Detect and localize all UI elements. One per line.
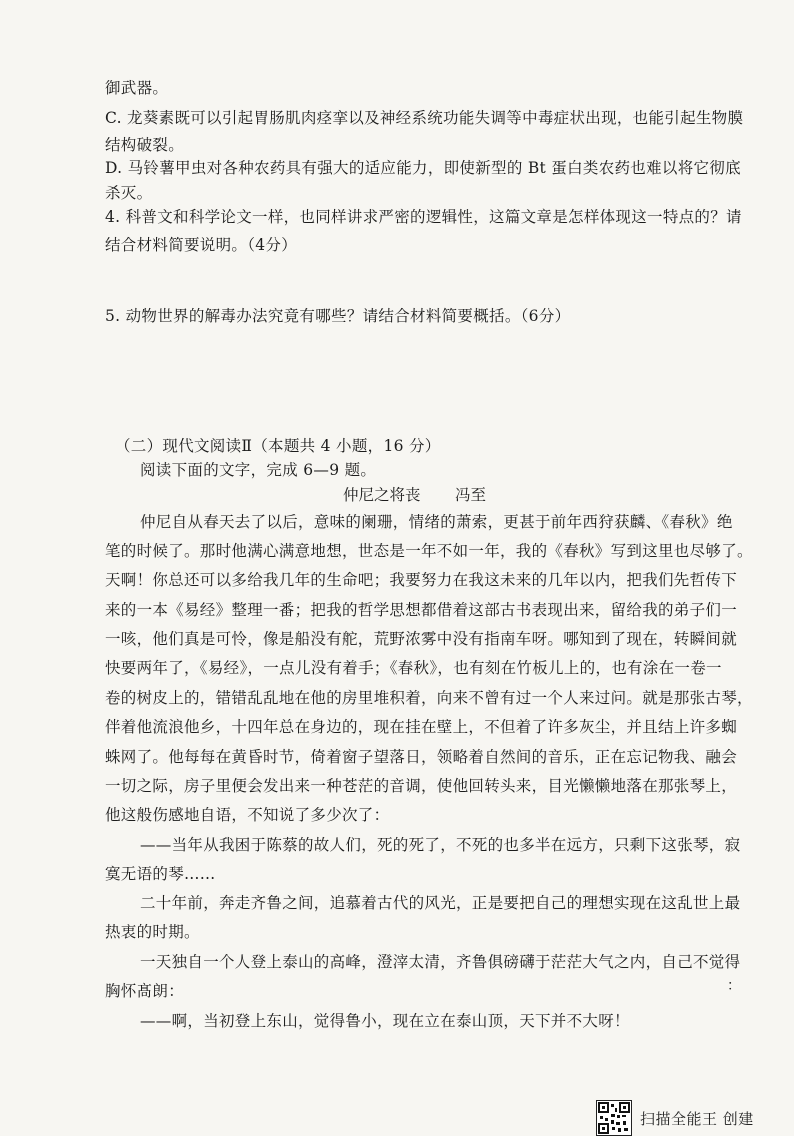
paragraph-line: 寞无语的琴…… — [105, 865, 216, 883]
paragraph-line: 伴着他流浪他乡，十四年总在身边的，现在挂在壁上，不但着了许多灰尘，并且结上许多蜘 — [105, 718, 738, 736]
text-line: 杀灭。 — [105, 184, 153, 202]
paragraph-line: ——啊，当初登上东山，觉得鲁小，现在立在泰山顶，天下并不大呀！ — [140, 1012, 630, 1030]
paragraph-line: 天啊！你总还可以多给我几年的生命吧；我要努力在我这未来的几年以内，把我们先哲传下 — [105, 571, 738, 589]
paragraph-line: 胸怀髙朗： — [105, 982, 185, 1000]
paragraph-line: 蛛网了。他每每在黄昏时节，倚着窗子望落日，领略着自然间的音乐，正在忘记物我、融会 — [105, 748, 738, 766]
article-title: 仲尼之将丧 — [343, 486, 421, 504]
qr-code-icon — [596, 1100, 632, 1136]
paragraph-line: 二十年前，奔走齐鲁之间，追慕着古代的风光，正是要把自己的理想实现在这乱世上最 — [140, 894, 741, 912]
paragraph-line: 热衷的时期。 — [105, 923, 200, 941]
paragraph-line: 一切之际，房子里便会发出来一种苍茫的音调，使他回转头来，目光懒懒地落在那张琴上， — [105, 777, 738, 795]
instructions: 阅读下面的文字，完成 6—9 题。 — [140, 461, 377, 479]
paragraph-line: 笔的时候了。那时他满心满意地想，世态是一年不如一年，我的《春秋》写到这里也尽够了。 — [105, 542, 753, 560]
section-heading: （二）现代文阅读Ⅱ（本题共 4 小题，16 分） — [115, 437, 441, 455]
text-line: 结合材料简要说明。（4分） — [105, 236, 298, 254]
scanner-watermark — [596, 1100, 754, 1136]
paragraph-line: 他这般伤感地自语，不知说了多少次了： — [105, 806, 390, 824]
paragraph-line: 一天独自一个人登上泰山的高峰，澄滓太清，齐鲁俱磅礴于茫茫大气之内，自己不觉得 — [140, 953, 741, 971]
paragraph-line: 仲尼自从春天去了以后，意味的阑珊，情绪的萧索，更甚于前年西狩获麟、《春秋》绝 — [140, 513, 733, 531]
option-c: C. 龙葵素既可以引起胃肠肌肉痉挛以及神经系统功能失调等中毒症状出现，也能引起生物膜 — [105, 109, 744, 127]
paragraph-line: ——当年从我困于陈蔡的故人们，死的死了，不死的也多半在远方，只剩下这张琴，寂 — [140, 836, 741, 854]
question-4: 4. 科普文和科学论文一样，也同样讲求严密的逻辑性，这篇文章是怎样体现这一特点的？请 — [105, 208, 742, 226]
stray-mark: ： — [727, 978, 741, 994]
paragraph-line: 来的一本《易经》整理一番；把我的哲学思想都借着这部古书表现出来，留给我的弟子们一 — [105, 601, 738, 619]
paragraph-line: 一咳，他们真是可怜，像是船没有舵，荒野浓雾中没有指南车呀。哪知到了现在，转瞬间就 — [105, 630, 738, 648]
paragraph-line: 卷的树皮上的，错错乱乱地在他的房里堆积着，向来不曾有过一个人来过问。就是那张古琴， — [105, 689, 753, 707]
paragraph-line: 快要两年了，《易经》，一点儿没有着手；《春秋》，也有刻在竹板儿上的，也有涂在一卷一 — [105, 659, 722, 677]
text-line: 结构破裂。 — [105, 136, 185, 154]
article-author: 冯至 — [455, 486, 487, 504]
text-line: 御武器。 — [105, 79, 169, 97]
option-d: D. 马铃薯甲虫对各种农药具有强大的适应能力，即使新型的 Bt 蛋白类农药也难以将它彻底 — [105, 159, 741, 177]
watermark-text: 扫描全能王 创建 — [640, 1109, 754, 1128]
question-5: 5. 动物世界的解毒办法究竟有哪些？请结合材料简要概括。（6分） — [105, 307, 571, 325]
